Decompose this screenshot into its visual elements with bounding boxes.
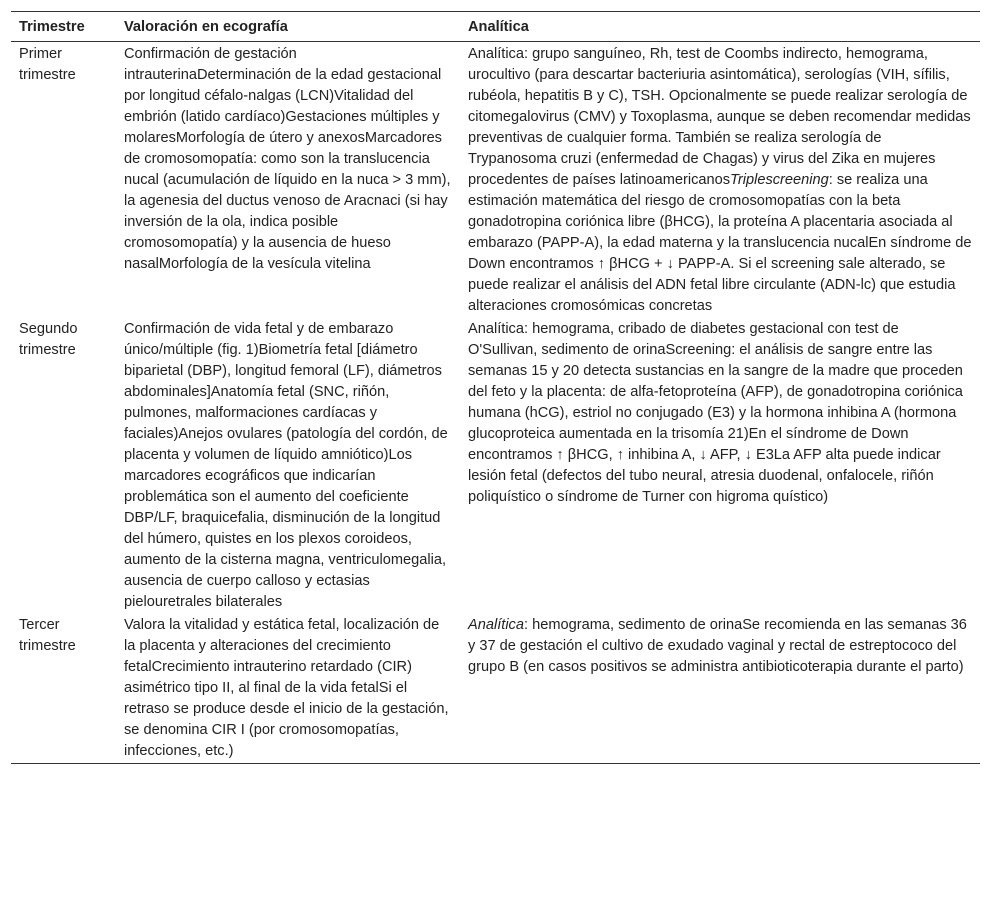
- cell-trimestre: Tercer trimestre: [19, 617, 76, 654]
- cell-analitica: Analítica: hemograma, cribado de diabetes gestacional con test de O'Sullivan, sedimento de orinaScreening: el análisis de sangre entre las semanas 15 y 20 detecta sustancias en la sangre de la madre que proceden del feto y la placenta: de alfa-fetoproteína (AFP), de gonadotropina coriónica humana (hCG), estriol no conjugado (E3) y la hormona inhibina A (hormona glucoproteica aumentada en la trisomía 21)En el síndrome de Down encontramos ↑ βHCG, ↑ inhibina A, ↓ AFP, ↓ E3La AFP alta puede indicar lesión fetal (defectos del tubo neural, atresia duodenal, onfalocele, riñón poliquístico o síndrome de Turner con higroma quístico): [468, 321, 963, 505]
- header-trimestre: Trimestre: [19, 19, 85, 35]
- table-row: [11, 318, 980, 614]
- table-header-row: [11, 12, 980, 42]
- table-row: [11, 614, 980, 764]
- cell-trimestre: Segundo trimestre: [19, 321, 78, 358]
- analitica-emphasis: Triplescreening: [730, 172, 829, 188]
- analitica-text: Analítica: grupo sanguíneo, Rh, test de Coombs indirecto, hemograma, urocultivo (para descartar bacteriuria asintomática), serologías (VIH, sífilis, rubéola, hepatitis B y C), TSH. Opcionalmente se puede realizar serología de citomegalovirus (CMV) y Toxoplasma, aunque se deben recomendar medidas preventivas de cualquier forma. También se realiza serología de Trypanosoma cruzi (enfermedad de Chagas) y virus del Zika en mujeres procedentes de países latinoamericanos: [468, 46, 971, 188]
- cell-valoracion: Confirmación de gestación intrauterinaDeterminación de la edad gestacional por longitud céfalo-nalgas (LCN)Vitalidad del embrión (latido cardíaco)Gestaciones múltiples y molaresMorfología de útero y anexosMarcadores de cromosomopatía: como son la translucencia nucal (acumulación de líquido en la nuca > 3 mm), la agenesia del ductus venoso de Aracnaci (si hay inversión de la ola, indica posible cromosomopatía) y la ausencia de hueso nasalMorfología de la vesícula vitelina: [124, 46, 451, 272]
- header-analitica: Analítica: [468, 19, 529, 35]
- analitica-text: : hemograma, sedimento de orinaSe recomienda en las semanas 36 y 37 de gestación el cultivo de exudado vaginal y rectal de estreptococo del grupo B (en casos positivos se administra antibioticoterapia durante el parto): [468, 617, 967, 675]
- cell-analitica: [460, 42, 980, 319]
- trimester-table: [11, 11, 980, 764]
- cell-trimestre: Primer trimestre: [19, 46, 76, 83]
- cell-analitica: [460, 614, 980, 764]
- cell-valoracion: Confirmación de vida fetal y de embarazo único/múltiple (fig. 1)Biometría fetal [diámetro biparietal (DBP), longitud femoral (LF), diámetros abdominales]Anatomía fetal (SNC, riñón, pulmones, malformaciones cardíacas y faciales)Anejos ovulares (patología del cordón, de placenta y volumen de líquido amniótico)Los marcadores ecográficos que indicarían problemática son el aumento del coeficiente DBP/LF, braquicefalia, disminución de la longitud del húmero, quistes en los plexos coroideos, aumento de la cisterna magna, ventriculomegalia, ausencia de cuerpo calloso y ectasias pielouretrales bilaterales: [124, 321, 448, 610]
- table-row: [11, 42, 980, 319]
- analitica-text: : se realiza una estimación matemática del riesgo de cromosomopatías con la beta gonadotropina coriónica libre (βHCG), la proteína A placentaria asociada al embarazo (PAPP-A), la edad materna y la translucencia nucalEn síndrome de Down encontramos ↑ βHCG + ↓ PAPP-A. Si el screening sale alterado, se puede realizar el análisis del ADN fetal libre circulante (ADN-lc) que estudia alteraciones cromosómicas concretas: [468, 172, 972, 314]
- header-valoracion: Valoración en ecografía: [124, 19, 288, 35]
- cell-valoracion: Valora la vitalidad y estática fetal, localización de la placenta y alteraciones del crecimiento fetalCrecimiento intrauterino retardado (CIR) asimétrico tipo II, al final de la vida fetalSi el retraso se produce desde el inicio de la gestación, se denomina CIR I (por cromosomopatías, infecciones, etc.): [124, 617, 449, 759]
- analitica-emphasis: Analítica: [468, 617, 524, 633]
